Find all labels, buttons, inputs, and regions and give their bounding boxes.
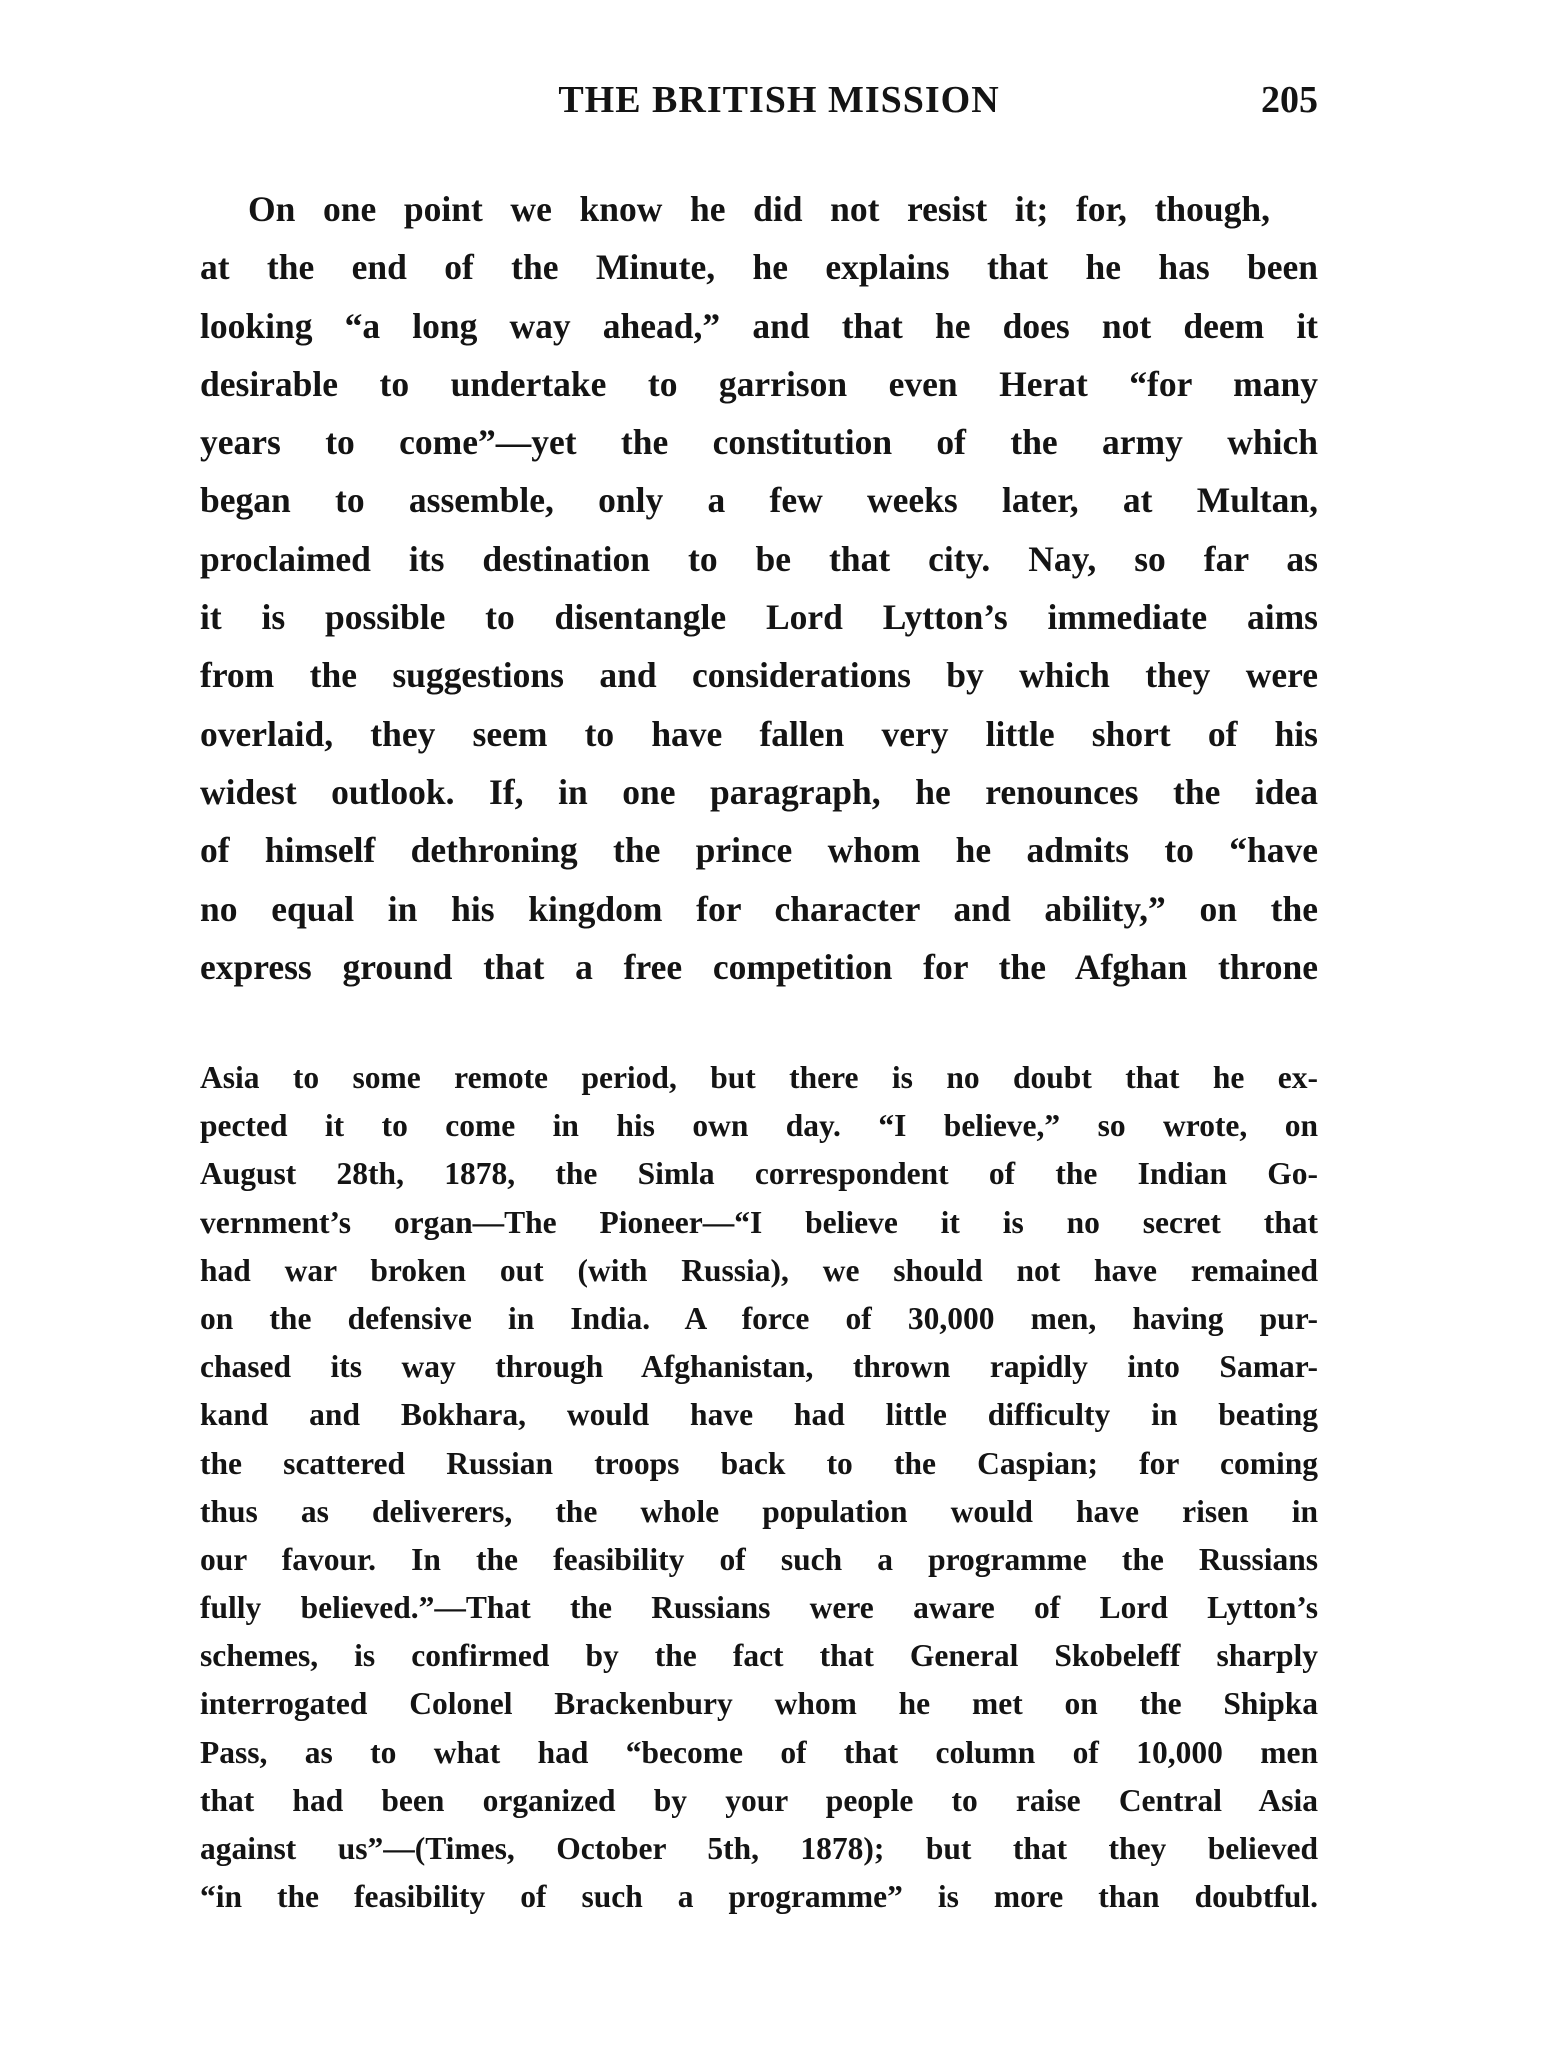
running-head [200, 78, 1318, 128]
text-line: overlaid, they seem to have fallen very little short of his [200, 713, 1318, 754]
main-paragraph [200, 180, 1318, 996]
footnote-line: the scattered Russian troops back to the Caspian; for coming [200, 1445, 1318, 1481]
footnote-block [200, 1054, 1318, 1921]
footnote-line: thus as deliverers, the whole population would have risen in [200, 1493, 1318, 1529]
text-line: looking “a long way ahead,” and that he does not deem it [200, 305, 1318, 346]
footnote-line: “in the feasibility of such a programme” is more than doubtful. [200, 1879, 1318, 1915]
footnote-line: chased its way through Afghanistan, thrown rapidly into Samar- [200, 1349, 1318, 1385]
footnote-line: against us”—(Times, October 5th, 1878); but that they believed [200, 1831, 1318, 1866]
text-line: it is possible to disentangle Lord Lytton’s immediate aims [200, 597, 1318, 638]
footnote-line: on the defensive in India. A force of 30,000 men, having pur- [200, 1300, 1318, 1336]
text-line: at the end of the Minute, he explains that he has been [200, 247, 1318, 288]
footnote-line: our favour. In the feasibility of such a programme the Russians [200, 1541, 1318, 1577]
footnote-line: interrogated Colonel Brackenbury whom he met on the Shipka [200, 1686, 1318, 1722]
text-line: began to assemble, only a few weeks later, at Multan, [200, 480, 1318, 521]
text-line: On one point we know he did not resist it; for, though, [248, 189, 1270, 229]
text-line: express ground that a free competition for the Afghan throne [200, 946, 1318, 987]
footnote-line: fully believed.”—That the Russians were aware of Lord Lytton’s [200, 1590, 1318, 1626]
footnote-line: Asia to some remote period, but there is no doubt that he ex- [200, 1060, 1318, 1095]
footnote-line: Pass, as to what had “become of that column of 10,000 men [200, 1734, 1318, 1770]
footnote-line: had war broken out (with Russia), we should not have remained [200, 1252, 1318, 1288]
running-title: THE BRITISH MISSION [558, 79, 1000, 121]
text-line: widest outlook. If, in one paragraph, he renounces the idea [200, 771, 1318, 812]
text-line: no equal in his kingdom for character and ability,” on the [200, 888, 1318, 929]
footnote-line: pected it to come in his own day. “I believe,” so wrote, on [200, 1108, 1318, 1144]
footnote-line: vernment’s organ—The Pioneer—“I believe it is no secret that [200, 1204, 1318, 1240]
footnote-line: kand and Bokhara, would have had little difficulty in beating [200, 1397, 1318, 1433]
text-line: years to come”—yet the constitution of the army which [200, 422, 1318, 463]
text-line: of himself dethroning the prince whom he admits to “have [200, 830, 1318, 871]
page-number: 205 [1261, 79, 1318, 121]
text-line: desirable to undertake to garrison even Herat “for many [200, 363, 1318, 404]
text-line: from the suggestions and considerations by which they were [200, 655, 1318, 696]
footnote-line: August 28th, 1878, the Simla correspondent of the Indian Go- [200, 1156, 1318, 1192]
footnote-line: that had been organized by your people to raise Central Asia [200, 1782, 1318, 1818]
footnote-line: schemes, is confirmed by the fact that General Skobeleff sharply [200, 1638, 1318, 1674]
text-line: proclaimed its destination to be that city. Nay, so far as [200, 538, 1318, 579]
